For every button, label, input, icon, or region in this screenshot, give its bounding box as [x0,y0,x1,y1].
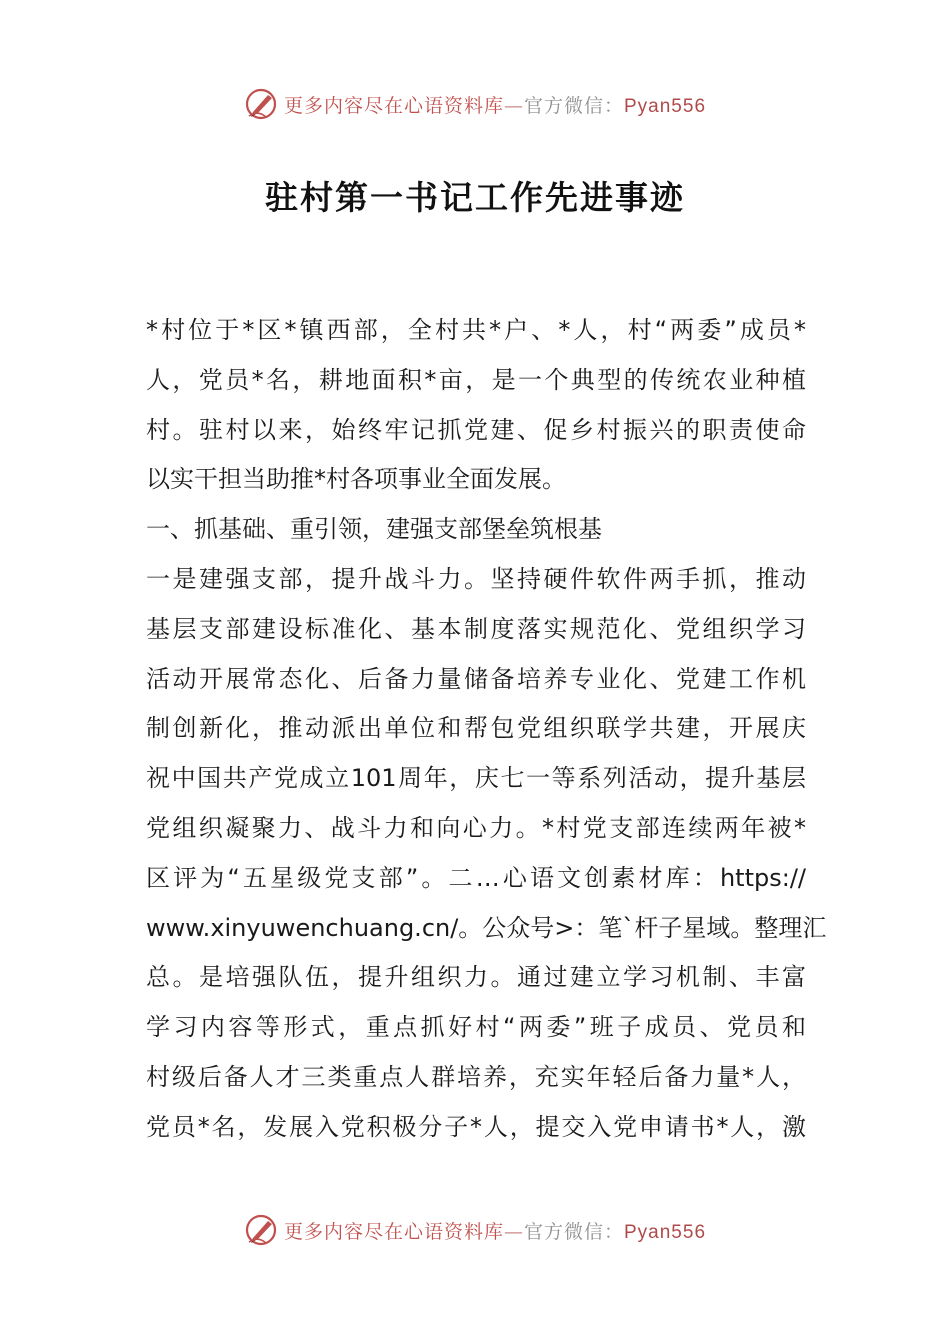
body-line: 以实干担当助推*村各项事业全面发展。 [146,465,566,494]
body-line: 村。驻村以来，始终牢记抓党建、促乡村振兴的职责使命 [146,415,806,444]
body-line: 活动开展常态化、后备力量储备培养专业化、党建工作机 [146,664,806,693]
body-line: 学习内容等形式，重点抓好村“两委”班子成员、党员和 [146,1013,806,1042]
header-watermark [0,84,950,124]
watermark-text: 更多内容尽在心语资料库—官方微信：Pyan556 [283,94,707,117]
body-line: 区评为“五星级党支部”。二…心语文创素材库：https:// [146,863,806,892]
pen-logo-icon [244,86,280,122]
body-line: *村位于*区*镇西部，全村共*户、*人，村“两委”成员* [146,316,806,344]
body-line: 制创新化，推动派出单位和帮包党组织联学共建，开展庆 [146,714,806,743]
body-line: 一是建强支部，提升战斗力。坚持硬件软件两手抓，推动 [146,564,806,593]
body-line: 总。是培强队伍，提升组织力。通过建立学习机制、丰富 [146,963,806,992]
section-heading: 一、抓基础、重引领，建强支部堡垒筑根基 [146,515,602,544]
body-line: 村级后备人才三类重点人群培养，充实年轻后备力量*人， [146,1062,806,1091]
body-line: 党员*名，发展入党积极分子*人，提交入党申请书*人，激 [146,1112,806,1141]
body-line: www.xinyuwenchuang.cn/。公众号>：笔`杆子星域。整理汇 [146,913,827,942]
footer-watermark [0,1210,950,1250]
watermark-text: 更多内容尽在心语资料库—官方微信：Pyan556 [283,1220,707,1243]
document-title: 驻村第一书记工作先进事迹 [265,178,685,217]
body-line: 基层支部建设标准化、基本制度落实规范化、党组织学习 [146,614,806,643]
body-line: 党组织凝聚力、战斗力和向心力。*村党支部连续两年被* [146,813,806,842]
body-line: 祝中国共产党成立101周年，庆七一等系列活动，提升基层 [146,764,806,793]
document-body [146,306,827,1153]
pen-logo-icon [244,1212,280,1248]
body-line: 人，党员*名，耕地面积*亩，是一个典型的传统农业种植 [146,365,806,394]
